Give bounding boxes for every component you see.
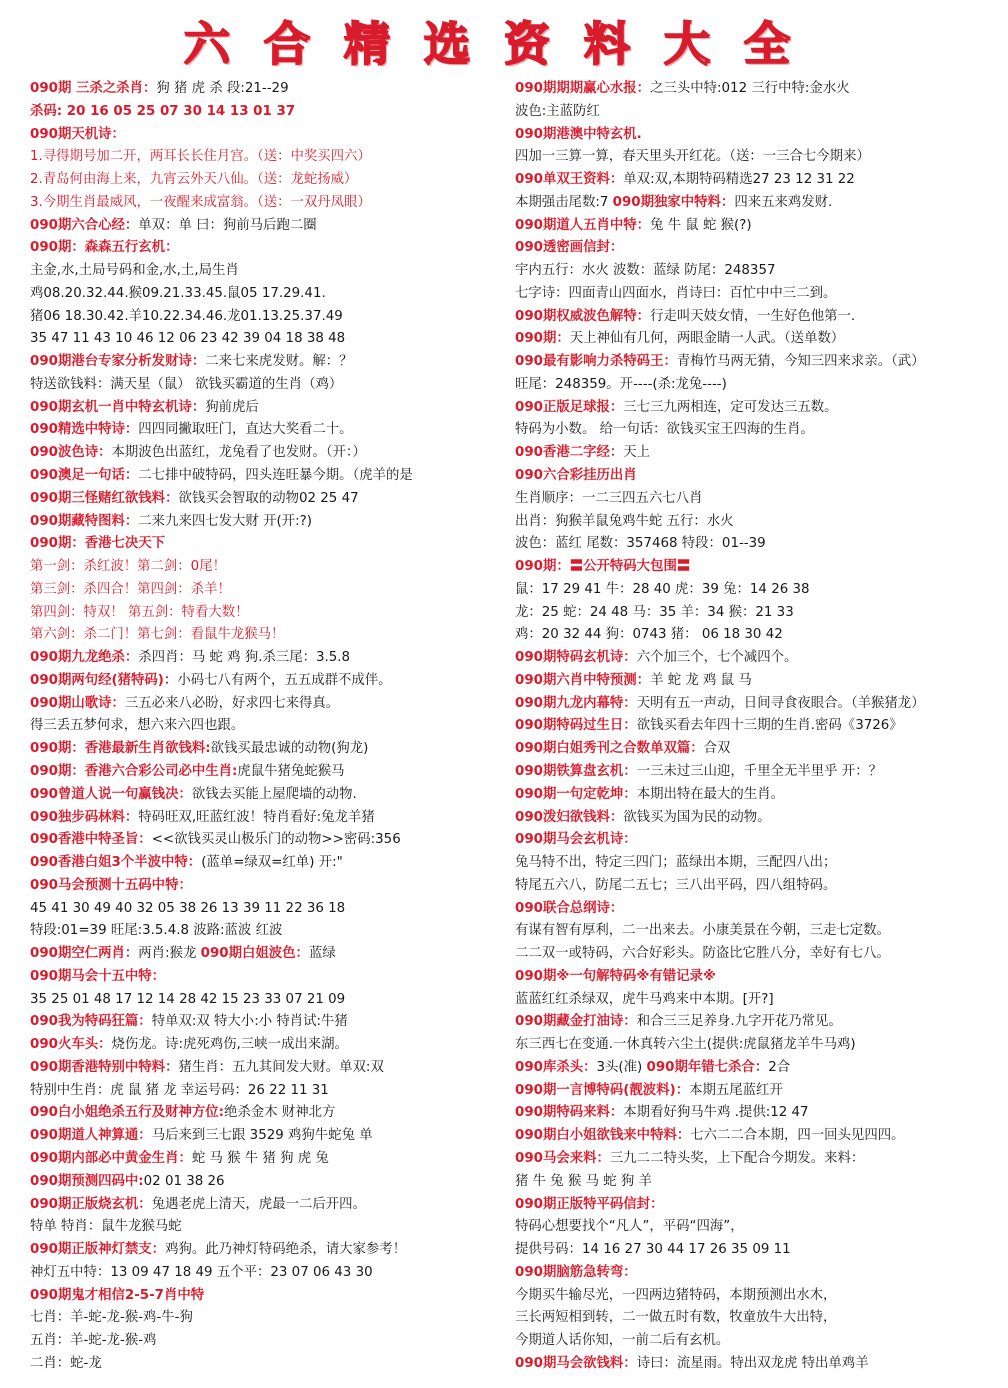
line-heading: 090期港台专家分析发财诗： [30, 354, 206, 370]
line-text: 兔遇老虎上清天，虎最一二后开四。 [151, 1196, 366, 1212]
left-column-line [30, 579, 526, 602]
line-text: 之三头中特:012 三行中特:金水火 [650, 81, 850, 96]
line-heading: 090期香港特别中特料： [30, 1059, 179, 1075]
line-text: 第六剑：杀二门！第七剑：看鼠牛龙猴马！ [30, 627, 285, 643]
left-column-line [30, 1307, 526, 1330]
line-heading: 090波色诗： [30, 445, 112, 461]
right-column-line [515, 511, 1008, 534]
left-column-line [30, 215, 526, 238]
right-column-line [515, 397, 1008, 420]
line-heading: 090期正版神灯禁支： [30, 1242, 166, 1258]
line-heading: 090我为特码狂篇： [30, 1014, 152, 1030]
right-column-line [515, 624, 1008, 647]
line-text: 五肖：羊-蛇-龙-猴-鸡 [30, 1333, 157, 1349]
right-column-line [515, 283, 1008, 306]
line-heading: 090期两句经(猪特码)： [30, 672, 178, 688]
line-heading: 090期※一句解特码※有错记录※ [515, 968, 716, 984]
line-text: 单双:双,本期特码精选27 23 12 31 22 [623, 172, 855, 188]
line-text: 特码心想要找个“凡人”，平码“四海”， [515, 1219, 744, 1235]
line-heading: 090期：香港最新生肖欲钱料: [30, 741, 211, 757]
left-column-line [30, 465, 526, 488]
left-column-line [30, 670, 526, 693]
line-heading: 090期玄机一肖中特玄机诗： [30, 399, 206, 415]
line-text: 七字诗：四面青山四面水，肖诗曰：百忙中中三二到。 [515, 285, 837, 301]
line-heading: 090期权威波色解特： [515, 308, 651, 324]
left-column-line [30, 533, 526, 556]
right-column-line [515, 78, 1008, 101]
right-column-line [515, 1307, 1008, 1330]
line-text: 特尾五六八，防尾二五七；三八出平码，四八组特码。 [515, 877, 837, 893]
line-text: <<欲钱买灵山极乐门的动物>>密码:356 [151, 832, 401, 848]
left-column-line [30, 898, 526, 921]
line-text: 单双：单 曰：狗前马后跑二圈 [138, 217, 317, 233]
line-heading: 090期马会十五中特： [30, 968, 166, 984]
line-text: 猪06 18.30.42.羊10.22.34.46.龙01.13.25.37.49 [30, 308, 343, 324]
line-heading: 090期六合心经： [30, 217, 139, 233]
line-text: 七六二二合本期，四一回头见四四。 [690, 1128, 905, 1144]
line-text: 天上神仙有几何，两眼金睛一人武。（送单数） [569, 331, 845, 347]
line-text: 特别中生肖：虎 鼠 猪 龙 幸运号码：26 22 11 31 [30, 1082, 329, 1098]
right-column-line [515, 852, 1008, 875]
line-text: 今期买牛输尽光，一四两边猪特码，本期预测出水木， [515, 1287, 837, 1303]
line-text: 欲钱买会智取的动物02 25 47 [178, 490, 359, 506]
line-text: 行走叫天妓女情，一生好色他第一. [650, 308, 856, 324]
line-heading: 090期：香港六合彩公司必中生肖: [30, 763, 238, 779]
line-heading: 090期： [515, 331, 570, 347]
line-heading: 090期港澳中特玄机. [515, 126, 642, 142]
line-text: 本期看好狗马牛鸡 .提供:12 47 [623, 1105, 809, 1121]
line-heading: 090期一言博特码(靓波料)： [515, 1082, 690, 1098]
line-heading: 090期：〓公开特码大包围〓 [515, 559, 691, 575]
line-text: 神灯五中特：13 09 47 18 49 五个平：23 07 06 43 30 [30, 1264, 373, 1280]
line-heading: 090泼妇欲钱料： [515, 809, 624, 825]
left-column-line [30, 1102, 526, 1125]
left-column-line [30, 1057, 526, 1080]
right-column-line [515, 192, 1008, 215]
line-text: 一三未过三山迎，千里全无半里乎 开：？ [636, 763, 882, 779]
right-column-line [515, 807, 1008, 830]
left-column-line [30, 852, 526, 875]
line-text: 欲钱买最忠诚的动物(狗龙) [210, 741, 369, 757]
line-text: 二二双一或特码，六合好彩头。防盗比它胜八分，幸好有七八。 [515, 946, 890, 962]
line-text: 本期强击尾数:7 [515, 194, 613, 210]
line-text: 天明有五一声动，日间寻食夜眼合。（羊猴猪龙） [636, 695, 925, 711]
right-column-line [515, 898, 1008, 921]
line-text: 鸡08.20.32.44.猴09.21.33.45.鼠05 17.29.41. [30, 285, 326, 301]
line-text: 龙：25 蛇：24 48 马：35 羊：34 猴：21 33 [515, 604, 794, 620]
line-heading: 090期年错七杀合： [646, 1059, 769, 1075]
left-column-line [30, 1353, 526, 1376]
line-heading: 090期：森森五行玄机： [30, 240, 179, 256]
left-column-line [30, 442, 526, 465]
line-heading: 090期正版特平码信封： [515, 1196, 664, 1212]
line-heading: 090期空仁两肖： [30, 946, 139, 962]
line-heading: 090期马会玄机诗： [515, 832, 637, 848]
line-text: 两肖:猴龙 [138, 946, 201, 962]
line-text: 东三西七在变通.一休真转六尘土(提供:虎鼠猪龙羊牛马鸡) [515, 1037, 856, 1053]
line-text: 欲钱买看去年四十三期的生肖.密码《3726》 [636, 718, 903, 734]
left-column-line [30, 1216, 526, 1239]
line-text: 四来五来鸡发财. [734, 194, 833, 210]
right-column-line [515, 351, 1008, 374]
line-heading: 090马会预测十五码中特： [30, 877, 192, 893]
line-text: 特单 特肖：鼠牛龙猴马蛇 [30, 1219, 182, 1235]
line-text: 青梅竹马两无猜，今知三四来求亲。（武） [676, 354, 925, 370]
line-heading: 090期三怪赌红欲钱料： [30, 490, 179, 506]
line-heading: 090期 三杀之杀肖： [30, 81, 157, 96]
line-heading: 090期六肖中特预测： [515, 672, 651, 688]
line-text: 特码旺双,旺蓝红波！特肖看好:兔龙羊猪 [138, 809, 375, 825]
right-column-line [515, 556, 1008, 579]
left-column-line [30, 1285, 526, 1308]
line-heading: 090马会来料： [515, 1150, 610, 1166]
line-text: 六个加三个，七个减四个。 [636, 650, 798, 666]
right-column-line [515, 1216, 1008, 1239]
line-heading: 090期藏金打油诗： [515, 1014, 637, 1030]
line-text: 三七三九两相连，定可发达三五数。 [623, 399, 838, 415]
right-column-line [515, 1194, 1008, 1217]
line-heading: 090期白姐秀刊之合数单双篇： [515, 741, 704, 757]
line-text: 猪生肖：五九其间发大财。单双:双 [178, 1059, 384, 1075]
line-heading: 090期马会欲钱料： [515, 1355, 637, 1371]
left-column-line [30, 1330, 526, 1353]
line-text: 特单双:双 特大小:小 特肖试:牛猪 [151, 1014, 348, 1030]
left-column-line [30, 807, 526, 830]
line-text: 出肖：狗猴羊鼠兔鸡牛蛇 五行：水火 [515, 513, 734, 529]
right-column-line [515, 215, 1008, 238]
line-heading: 090澳足一句话： [30, 468, 139, 484]
line-heading: 090期九龙内幕特： [515, 695, 637, 711]
right-column-line [515, 829, 1008, 852]
left-column-line [30, 1171, 526, 1194]
right-column-line [515, 738, 1008, 761]
line-heading: 090期山歌诗： [30, 695, 125, 711]
right-column-line [515, 920, 1008, 943]
right-column-line [515, 715, 1008, 738]
line-text: 四四同撇取旺门，直达大奖看二十。 [138, 422, 353, 438]
line-text: 鸡狗。此乃神灯特码绝杀，请大家参考！ [165, 1242, 407, 1258]
right-column-line [515, 442, 1008, 465]
left-column-line [30, 374, 526, 397]
right-column-line [515, 488, 1008, 511]
line-text: 本期波色出蓝红，龙兔看了也发财。（开：） [111, 445, 366, 461]
right-column [515, 78, 1008, 1376]
left-column-line [30, 78, 526, 101]
left-column-line [30, 647, 526, 670]
right-column-line [515, 1057, 1008, 1080]
left-column-line [30, 602, 526, 625]
left-column-line [30, 920, 526, 943]
left-column-line [30, 1034, 526, 1057]
line-text: 1.寻得期号加二开，两耳长长住月宫。（送：中奖买四六） [30, 149, 371, 165]
left-column-line [30, 419, 526, 442]
line-text: 狗前虎后 [205, 399, 259, 415]
line-heading: 090期白小姐欲钱来中特料： [515, 1128, 691, 1144]
line-text: 3头(准) [596, 1059, 647, 1075]
left-column-line [30, 1262, 526, 1285]
right-column-line [515, 169, 1008, 192]
line-text: 天上 [623, 445, 651, 461]
left-column-line [30, 829, 526, 852]
right-column-line [515, 761, 1008, 784]
right-column-line [515, 875, 1008, 898]
line-heading: 090单双王资料： [515, 172, 624, 188]
right-column-line [515, 943, 1008, 966]
left-column-line [30, 101, 526, 124]
left-column-line [30, 715, 526, 738]
right-column-line [515, 966, 1008, 989]
left-column-line [30, 989, 526, 1012]
line-heading: 090期特码过生日： [515, 718, 637, 734]
left-column-line [30, 966, 526, 989]
line-text: 波色：蓝红 尾数：357468 特段：01--39 [515, 536, 766, 552]
left-column-line [30, 328, 526, 351]
line-heading: 090期道人五肖中特： [515, 217, 651, 233]
line-heading: 杀码: 20 16 05 25 07 30 14 13 01 37 [30, 103, 296, 119]
line-heading: 090期白姐波色： [200, 946, 309, 962]
right-column-line [515, 328, 1008, 351]
line-heading: 090白小姐绝杀五行及财神方位: [30, 1105, 224, 1121]
right-column-line [515, 1353, 1008, 1376]
left-column-line [30, 169, 526, 192]
line-heading: 090期一句定乾坤： [515, 786, 637, 802]
line-heading: 090独步码林料： [30, 809, 139, 825]
right-column-line [515, 533, 1008, 556]
right-column-line [515, 670, 1008, 693]
left-column-line [30, 1125, 526, 1148]
right-column-line [515, 237, 1008, 260]
left-column-line [30, 488, 526, 511]
line-text: 有谋有智有厚利，二一出来去。小康美景在今朝，三走七定数。 [515, 923, 890, 939]
left-column-line [30, 351, 526, 374]
left-column [30, 78, 526, 1376]
line-text: 2.青岛何由海上来，九宵云外天八仙。（送：龙蛇扬威） [30, 172, 358, 188]
right-column-line [515, 260, 1008, 283]
line-heading: 090火车头： [30, 1037, 112, 1053]
line-text: 35 25 01 48 17 12 14 28 42 15 23 33 07 21 09 [30, 991, 346, 1007]
right-column-line [515, 146, 1008, 169]
right-column-line [515, 306, 1008, 329]
line-heading: 090期鬼才相信2-5-7肖中特 [30, 1287, 205, 1303]
line-text: 绝杀金木 财神北方 [224, 1105, 336, 1121]
line-text: 二来九来四七发大财 开(开:?) [138, 513, 312, 529]
line-text: 鸡：20 32 44 狗：0743 猪： 06 18 30 42 [515, 627, 783, 643]
right-column-line [515, 1102, 1008, 1125]
line-text: 波色:主蓝防红 [515, 103, 600, 119]
line-text: 2合 [768, 1059, 791, 1075]
line-heading: 090期：香港七决天下 [30, 536, 166, 552]
line-text: 诗曰：流星雨。特出双龙虎 特出单鸡羊 [636, 1355, 869, 1371]
right-column-line [515, 374, 1008, 397]
line-text: 羊 蛇 龙 鸡 鼠 马 [650, 672, 752, 688]
line-heading: 090六合彩挂历出肖 [515, 468, 637, 484]
line-text: 主金,水,土局号码和金,水,土,局生肖 [30, 263, 239, 279]
line-text: 鼠：17 29 41 牛：28 40 虎：39 兔：14 26 38 [515, 581, 810, 597]
line-text: 第四剑：特双！ 第五剑：特看大数！ [30, 604, 249, 620]
line-text: 45 41 30 49 40 32 05 38 26 13 39 11 22 36 18 [30, 900, 346, 916]
right-column-line [515, 1080, 1008, 1103]
left-column-line [30, 192, 526, 215]
line-heading: 090期预测四码中: [30, 1173, 144, 1189]
line-text: 蓝绿 [308, 946, 336, 962]
line-text: 三九二二特头奖，上下配合今期发。来料： [609, 1150, 865, 1166]
left-column-line [30, 738, 526, 761]
right-column-line [515, 1034, 1008, 1057]
right-column-line [515, 124, 1008, 147]
line-heading: 090期特码来料： [515, 1105, 624, 1121]
left-column-line [30, 693, 526, 716]
line-text: 特送欲钱料：满天星（鼠） 欲钱买霸道的生肖（鸡） [30, 376, 343, 392]
line-text: 二七排中破特码，四头连旺暴今期。（虎羊的是 [138, 468, 413, 484]
left-column-line [30, 283, 526, 306]
line-heading: 090期九龙绝杀： [30, 650, 139, 666]
line-text: 3.今期生肖最威风，一夜醒来成富翁。（送：一双丹凤眼） [30, 194, 371, 210]
left-column-line [30, 1148, 526, 1171]
line-text: 提供号码：14 16 27 30 44 17 26 35 09 11 [515, 1242, 791, 1258]
line-text: 和合三三足养身.九字开花乃常见。 [636, 1014, 842, 1030]
line-text: 三长两短相到转，二一做五时有数，牧童放牛大出特， [515, 1310, 837, 1326]
right-column-line [515, 647, 1008, 670]
page-title: 六合精选资料大全 [184, 17, 824, 71]
left-column-line [30, 1194, 526, 1217]
line-text: 今期道人话你知，一前二后有玄机。 [515, 1333, 730, 1349]
right-column-line [515, 1239, 1008, 1262]
line-heading: 090库杀头： [515, 1059, 597, 1075]
left-column-line [30, 260, 526, 283]
left-column-line [30, 943, 526, 966]
line-heading: 090期内部必中黄金生肖： [30, 1150, 192, 1166]
line-text: 烧伤龙。诗:虎死鸡伤,三峡一成出来湖。 [111, 1037, 348, 1053]
line-text: 合双 [703, 741, 731, 757]
line-text: 本期出特在最大的生肖。 [636, 786, 784, 802]
right-column-line [515, 784, 1008, 807]
line-text: 四加一三算一算，春天里头开红花。（送：一三合七今期来） [515, 149, 870, 165]
line-heading: 090最有影响力杀特码王： [515, 354, 677, 370]
line-text: 宇内五行：水火 波数：蓝绿 防尾：248357 [515, 263, 776, 279]
right-column-line [515, 1330, 1008, 1353]
line-text: 蛇 马 猴 牛 猪 狗 虎 兔 [191, 1150, 329, 1166]
line-text: (蓝单=绿双=红单) 开:" [201, 855, 343, 871]
line-text: 二来七来虎发财。解：？ [205, 354, 353, 370]
line-heading: 090期道人神算通： [30, 1128, 152, 1144]
left-column-line [30, 306, 526, 329]
left-column-line [30, 1239, 526, 1262]
line-heading: 090香港白姐3个半波中特： [30, 855, 202, 871]
line-heading: 090香港中特圣旨： [30, 832, 152, 848]
left-column-line [30, 624, 526, 647]
line-text: 第三剑：杀四合！第四剑：杀羊！ [30, 581, 231, 597]
right-column-line [515, 989, 1008, 1012]
line-heading: 090正版足球报： [515, 399, 624, 415]
line-text: 02 01 38 26 [143, 1173, 225, 1189]
right-column-line [515, 1148, 1008, 1171]
right-column-line [515, 1262, 1008, 1285]
line-text: 生肖顺序：一二三四五六七八肖 [515, 490, 703, 506]
right-column-line [515, 465, 1008, 488]
line-heading: 090期藏特图料： [30, 513, 139, 529]
right-column-line [515, 101, 1008, 124]
left-column-line [30, 511, 526, 534]
line-text: 特段:01=39 旺尾:3.5.4.8 波路:蓝波 红波 [30, 923, 283, 939]
line-text: 欲钱去买能上屋爬墙的动物. [191, 786, 357, 802]
line-text: 欲钱买为国为民的动物。 [623, 809, 771, 825]
left-column-line [30, 1011, 526, 1034]
line-heading: 090曾道人说一句赢钱决： [30, 786, 192, 802]
line-text: 兔马特不出，特定三四门；蓝绿出本期，三配四八出； [515, 855, 837, 871]
right-column-line [515, 1125, 1008, 1148]
left-column-line [30, 146, 526, 169]
left-column-line [30, 397, 526, 420]
line-text: 兔 牛 鼠 蛇 猴(?) [650, 217, 752, 233]
line-text: 特码为小数。 给一句话：欲钱买宝王四海的生肖。 [515, 422, 814, 438]
line-heading: 090期特码玄机诗： [515, 650, 637, 666]
left-column-line [30, 1080, 526, 1103]
left-column-line [30, 761, 526, 784]
line-text: 狗 猪 虎 杀 段:21--29 [156, 81, 289, 96]
right-column-line [515, 602, 1008, 625]
line-heading: 090期独家中特料： [612, 194, 735, 210]
left-column-line [30, 784, 526, 807]
right-column-line [515, 579, 1008, 602]
left-column-line [30, 124, 526, 147]
line-text: 虎鼠牛猪兔蛇猴马 [237, 763, 345, 779]
line-text: 三五必来八必盼，好求四七来得真。 [124, 695, 340, 711]
line-heading: 090期脑筋急转弯： [515, 1264, 637, 1280]
line-text: 马后来到三七跟 3529 鸡狗牛蛇兔 单 [151, 1128, 373, 1144]
right-column-line [515, 1011, 1008, 1034]
line-text: 七肖：羊-蛇-龙-猴-鸡-牛-狗 [30, 1310, 193, 1326]
line-heading: 090精选中特诗： [30, 422, 139, 438]
line-text: 蓝蓝红红杀绿双，虎牛马鸡来中本期。[开?] [515, 991, 774, 1007]
line-heading: 090期铁算盘玄机： [515, 763, 637, 779]
line-text: 本期五尾蓝红开 [689, 1082, 783, 1098]
line-text: 二肖：蛇-龙 [30, 1355, 102, 1371]
line-heading: 090期正版烧玄机： [30, 1196, 152, 1212]
right-column-line [515, 1285, 1008, 1308]
line-heading: 090期天机诗： [30, 126, 125, 142]
line-heading: 090香港二字经： [515, 445, 624, 461]
line-text: 35 47 11 43 10 46 12 06 23 42 39 04 18 38 48 [30, 331, 346, 347]
right-column-line [515, 1171, 1008, 1194]
line-text: 杀四肖：马 蛇 鸡 狗.杀三尾：3.5.8 [138, 650, 351, 666]
left-column-line [30, 875, 526, 898]
left-column-line [30, 237, 526, 260]
line-heading: 090透密画信封： [515, 240, 624, 256]
line-text: 得三丢五梦何求，想六来六四也跟。 [30, 718, 245, 734]
left-column-line [30, 556, 526, 579]
line-text: 猪 牛 兔 猴 马 蛇 狗 羊 [515, 1173, 652, 1189]
line-heading: 090联合总纲诗： [515, 900, 624, 916]
right-column-line [515, 419, 1008, 442]
line-text: 第一剑：杀红波！第二剑：0尾！ [30, 559, 226, 575]
line-heading: 090期期期赢心水报： [515, 81, 651, 96]
right-column-line [515, 693, 1008, 716]
line-text: 旺尾：248359。开----(杀:龙兔----) [515, 376, 727, 392]
line-text: 小码七八有两个，五五成群不成伴。 [177, 672, 392, 688]
